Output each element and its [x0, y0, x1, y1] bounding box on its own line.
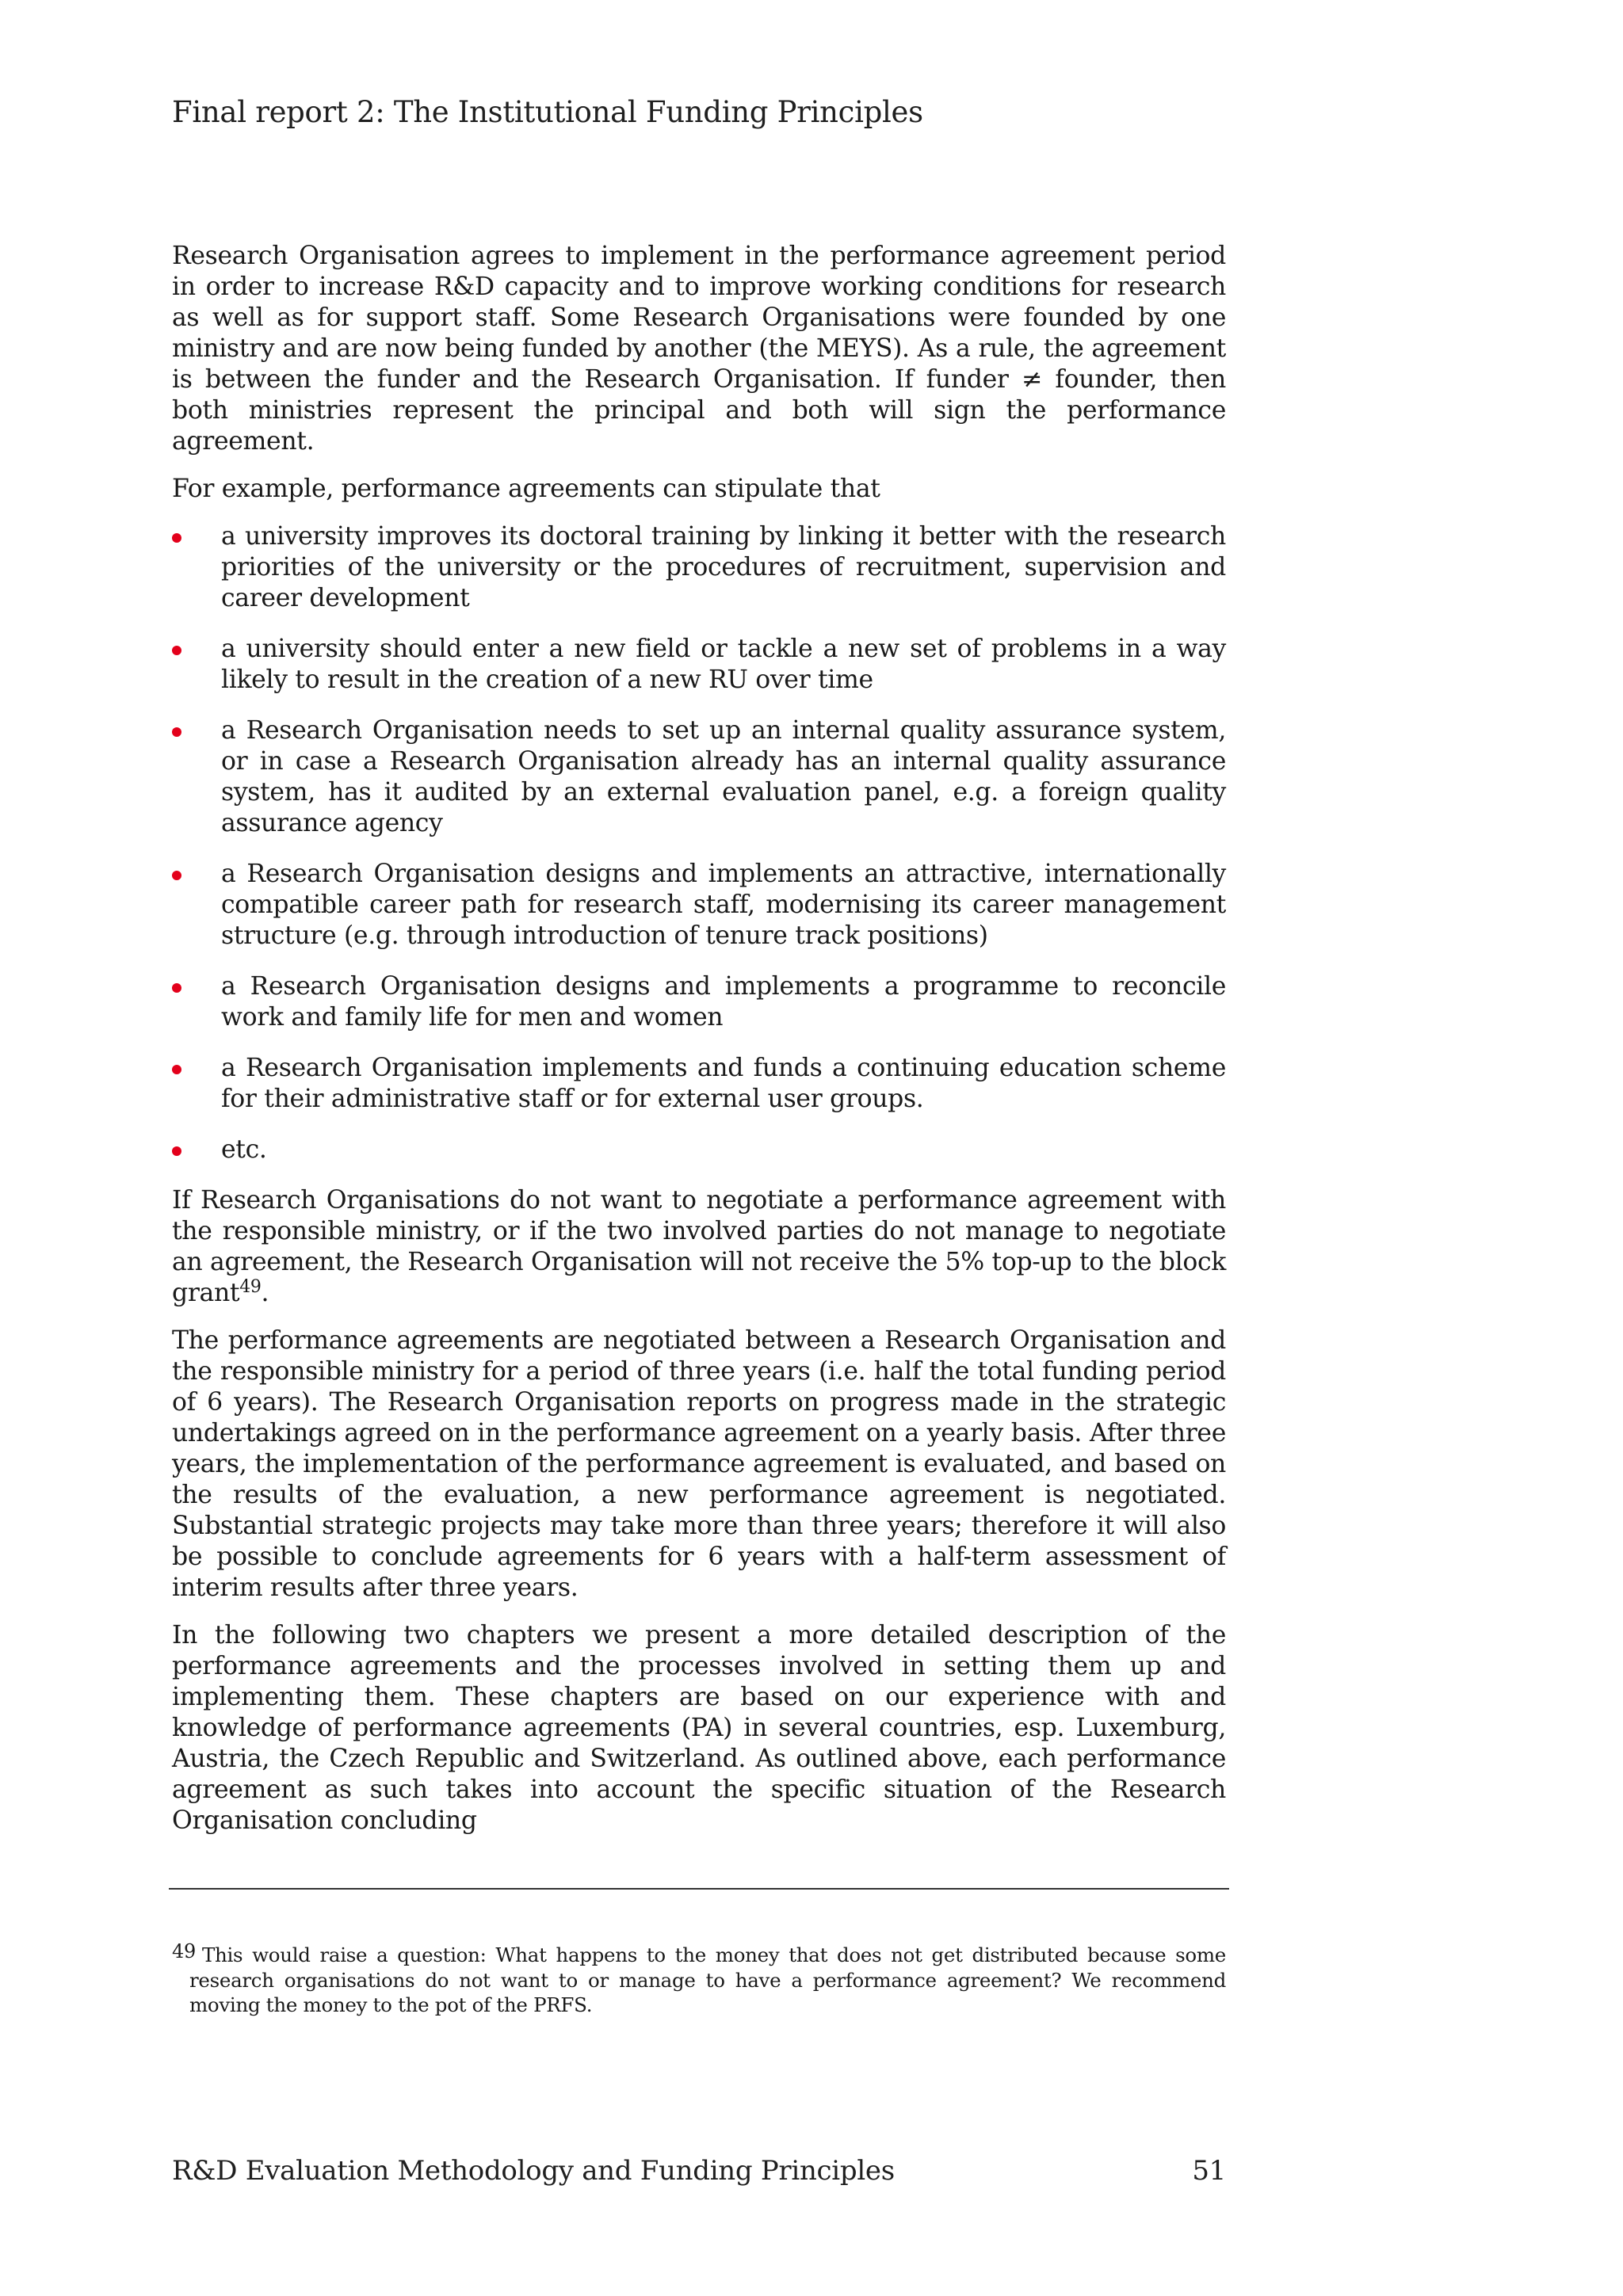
list-item-text: a university should enter a new field or tackle a new set of problems in a way likely to result in the creation of a new RU over time — [221, 635, 1226, 694]
list-item-text: a Research Organisation needs to set up an internal quality assurance system, or in case a Research Organisation already has an internal quality assurance system, has it audited by an external evaluation panel, e.g. a foreign quality assurance agency — [221, 716, 1226, 837]
bullet-icon — [172, 1065, 181, 1074]
paragraph-text: If Research Organisations do not want to negotiate a performance agreement with the responsible ministry, or if the two involved parties do not manage to negotiate an agreement, the Research Organisation will not receive the 5% top-up to the block grant — [172, 1186, 1226, 1307]
footnote-number: 49 — [172, 1940, 196, 1962]
list-item-text: a Research Organisation designs and implements an attractive, internationally compatible career path for research staff, modernising its career management structure (e.g. through introduction of tenure track positions) — [221, 860, 1226, 950]
list-item — [172, 1053, 1226, 1115]
page-number: 51 — [1192, 2155, 1226, 2187]
paragraph: For example, performance agreements can stipulate that — [172, 475, 880, 503]
bullet-icon — [172, 727, 181, 737]
footer-title: R&D Evaluation Methodology and Funding Principles — [172, 2155, 895, 2187]
bullet-list — [172, 521, 1226, 1165]
footnote-reference[interactable]: 49 — [239, 1277, 262, 1297]
list-item — [172, 715, 1226, 839]
paragraph-end: . — [261, 1279, 269, 1307]
running-header: Final report 2: The Institutional Funding Principles — [172, 95, 923, 129]
bullet-icon — [172, 533, 181, 543]
paragraph — [172, 1185, 1226, 1309]
bullet-icon — [172, 871, 181, 880]
list-item — [172, 971, 1226, 1033]
bullet-icon — [172, 646, 181, 655]
footnote — [172, 1940, 1226, 2017]
list-item — [172, 859, 1226, 952]
body-text — [172, 241, 1226, 1853]
paragraph: In the following two chapters we present a more detailed description of the performance agreements and the processes involved in setting them up and implementing them. These chapters are based on our experience with and knowledge of performance agreements (PA) in several countries, esp. Luxemburg, Austria, the Czech Republic and Switzerland. As outlined above, each performance agreement as such takes into account the specific situation of the Research Organisation concluding — [172, 1621, 1226, 1835]
bullet-icon — [172, 1146, 181, 1156]
footnote-body — [172, 1940, 1226, 2017]
paragraph: The performance agreements are negotiated between a Research Organisation and the responsible ministry for a period of three years (i.e. half the total funding period of 6 years). The Research Organisation reports on progress made in the strategic undertakings agreed on in the performance agreement on a yearly basis. After three years, the implementation of the performance agreement is evaluated, and based on the results of the evaluation, a new performance agreement is negotiated. Substantial strategic projects may take more than three years; therefore it will also be possible to conclude agreements for 6 years with a half-term assessment of interim results after three years. — [172, 1326, 1226, 1602]
list-item-text: a Research Organisation implements and funds a continuing education scheme for their administrative staff or for external user groups. — [221, 1054, 1226, 1113]
paragraph: Research Organisation agrees to implement in the performance agreement period in order to increase R&D capacity and to improve working conditions for research as well as for support staff. Some Research Organisations were founded by one ministry and are now being funded by another (the MEYS). As a rule, the agreement is between the funder and the Research Organisation. If funder ≠ founder, then both ministries represent the principal and both will sign the performance agreement. — [172, 242, 1226, 456]
footnote-divider — [169, 1888, 1229, 1890]
list-item-text: etc. — [221, 1135, 267, 1164]
list-item — [172, 521, 1226, 614]
bullet-icon — [172, 983, 181, 993]
list-item — [172, 1135, 1226, 1165]
list-item-text: a university improves its doctoral training by linking it better with the research priorities of the university or the procedures of recruitment, supervision and career development — [221, 522, 1226, 612]
list-item-text: a Research Organisation designs and implements a programme to reconcile work and family life for men and women — [221, 972, 1226, 1032]
running-footer — [172, 2153, 1226, 2188]
footnote-text: This would raise a question: What happens to the money that does not get distributed because some research organisations do not want to or manage to have a performance agreement? We recommend moving the money to the pot of the PRFS. — [189, 1943, 1226, 2016]
list-item — [172, 634, 1226, 696]
